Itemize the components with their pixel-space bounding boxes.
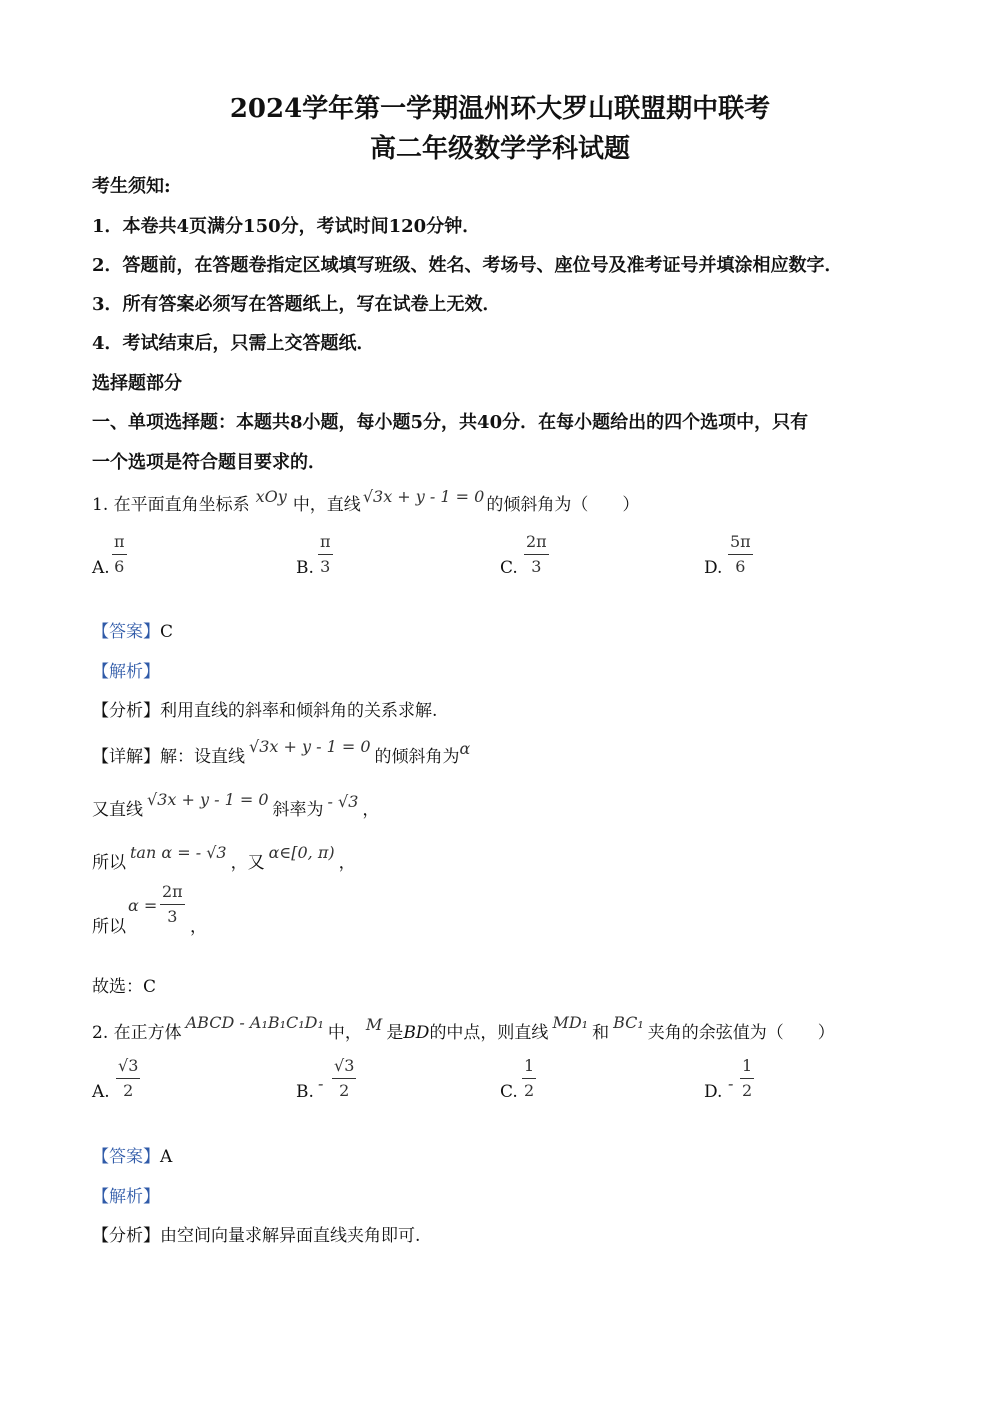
q2-cube: ABCD - A₁B₁C₁D₁ xyxy=(185,1013,324,1032)
q2-stem-pre: 2. 在正方体 xyxy=(92,1023,182,1043)
q1-option-d-den: 6 xyxy=(735,557,746,576)
q2-option-d-den: 2 xyxy=(742,1081,753,1100)
q1-fenxi-row xyxy=(92,696,437,721)
q1-option-d-label: D. xyxy=(704,558,723,578)
q1-option-c-num: 2π xyxy=(524,532,549,555)
q1-equation: √3x + y - 1 = 0 xyxy=(362,487,485,506)
q1-line4-pre: 所以 xyxy=(92,917,126,937)
section-instruction-line2: 一个选项是符合题目要求的． xyxy=(92,452,326,473)
q1-line4-lhs: α = xyxy=(128,896,158,915)
q1-option-b-num: π xyxy=(318,532,333,555)
q1-stem-post: 的倾斜角为（ ） xyxy=(486,495,640,515)
q2-option-b-num: √3 xyxy=(332,1056,356,1079)
q2-option-d-num: 1 xyxy=(740,1056,754,1079)
notice-item-3: 3．所有答案必须写在答题纸上，写在试卷上无效． xyxy=(92,294,501,315)
q1-option-c-label: C. xyxy=(500,558,518,578)
q1-option-b-fraction xyxy=(318,532,333,577)
q2-option-c-fraction xyxy=(522,1056,536,1101)
notice-heading: 考生须知: xyxy=(92,176,171,197)
section-part-title: 选择题部分 xyxy=(92,373,182,394)
q1-detail-post: 的倾斜角为 xyxy=(374,747,460,767)
q2-md1: MD₁ xyxy=(552,1013,589,1032)
q2-stem xyxy=(92,1013,835,1043)
q1-line2-mid: 斜率为 xyxy=(272,800,324,820)
q2-option-b-den: 2 xyxy=(339,1081,350,1100)
q2-option-d-label: D. xyxy=(704,1082,723,1102)
q1-option-d-num: 5π xyxy=(728,532,753,555)
q2-option-d-sign: - xyxy=(728,1074,734,1093)
q1-line3-row xyxy=(92,843,356,873)
q1-line2-slope: - √3 xyxy=(327,792,359,811)
q2-fenxi-label: 【分析】 xyxy=(92,1226,160,1246)
q2-answer-value: A xyxy=(160,1147,173,1167)
notice-item-1: 1．本卷共4页满分150分，考试时间120分钟． xyxy=(92,216,481,237)
q2-option-d-fraction xyxy=(740,1056,754,1101)
q1-option-b-label: B. xyxy=(296,558,314,578)
q2-option-c-label: C. xyxy=(500,1082,518,1102)
q1-choose: 故选：C xyxy=(92,977,157,997)
q2-option-b-sign: - xyxy=(318,1074,324,1093)
q1-option-a-fraction xyxy=(112,532,127,577)
q2-answer-label: 【答案】 xyxy=(92,1147,160,1167)
q2-option-b-fraction xyxy=(332,1056,356,1101)
q1-option-a-num: π xyxy=(112,532,127,555)
q1-line3-tan-equation: tan α = - √3 xyxy=(130,843,227,862)
notice-item-4: 4．考试结束后，只需上交答题纸． xyxy=(92,333,375,354)
q1-detail-alpha: α xyxy=(459,739,471,758)
q2-fenxi-row xyxy=(92,1221,420,1246)
q1-fenxi-label: 【分析】 xyxy=(92,701,160,721)
q1-option-a-den: 6 xyxy=(114,557,125,576)
q2-answer-row xyxy=(92,1142,172,1167)
q2-option-a-label: A. xyxy=(92,1082,110,1102)
q1-detail-pre: 解：设直线 xyxy=(160,747,245,767)
q1-detail-row xyxy=(92,737,471,767)
q1-detail-label: 【详解】 xyxy=(92,747,160,767)
q2-m: M xyxy=(365,1015,383,1034)
q1-line2-pre: 又直线 xyxy=(92,800,143,820)
q1-line4-den: 3 xyxy=(167,907,178,926)
q1-fenxi-text: 利用直线的斜率和倾斜角的关系求解. xyxy=(160,701,438,721)
q1-option-d-fraction xyxy=(728,532,753,577)
q2-option-b-label: B. xyxy=(296,1082,314,1102)
q1-answer-value: C xyxy=(160,622,174,642)
q1-line2-row xyxy=(92,790,380,820)
q2-option-a-fraction xyxy=(116,1056,140,1101)
q1-xoy: xOy xyxy=(255,487,287,506)
q1-stem-mid: 中，直线 xyxy=(292,495,361,515)
q2-analysis-label: 【解析】 xyxy=(92,1187,160,1207)
q2-and: 和 xyxy=(592,1023,610,1043)
q2-option-a-den: 2 xyxy=(123,1081,134,1100)
q1-option-a-label: A. xyxy=(92,558,110,578)
exam-title-line2: 高二年级数学学科试题 xyxy=(369,134,630,164)
q1-line4-fraction xyxy=(160,882,185,927)
notice-item-2: 2．答题前，在答题卷指定区域填写班级、姓名、考场号、座位号及准考证号并填涂相应数字． xyxy=(92,255,843,276)
q1-stem-pre: 1. 在平面直角坐标系 xyxy=(92,495,250,515)
q1-line3-pre: 所以 xyxy=(92,853,126,873)
q2-option-c-den: 2 xyxy=(524,1081,535,1100)
q1-line4-num: 2π xyxy=(160,882,185,905)
q1-analysis-label: 【解析】 xyxy=(92,662,160,682)
q1-option-b-den: 3 xyxy=(320,557,331,576)
section-instruction-line1: 一、单项选择题：本题共8小题，每小题5分，共40分．在每小题给出的四个选项中，只有 xyxy=(92,412,809,433)
q2-stem-mid1: 中， xyxy=(327,1023,362,1043)
q1-line3-end: ， xyxy=(338,853,356,873)
q2-fenxi-text: 由空间向量求解异面直线夹角即可. xyxy=(160,1226,421,1246)
q1-line3-mid: ，又 xyxy=(230,853,265,873)
q2-bc1: BC₁ xyxy=(613,1013,644,1032)
q2-bd: BD xyxy=(403,1023,430,1043)
q2-stem-post: 夹角的余弦值为（ ） xyxy=(647,1023,835,1043)
q1-line2-end: ， xyxy=(362,800,380,820)
q2-stem-mid3: 的中点，则直线 xyxy=(429,1023,549,1043)
q1-line2-equation: √3x + y - 1 = 0 xyxy=(147,790,269,809)
q1-answer-row xyxy=(92,617,173,642)
q2-stem-mid2: 是 xyxy=(386,1023,404,1043)
q1-answer-label: 【答案】 xyxy=(92,622,160,642)
q1-option-c-den: 3 xyxy=(531,557,542,576)
q1-line4-end: ， xyxy=(190,917,207,937)
q1-option-c-fraction xyxy=(524,532,549,577)
q1-stem xyxy=(92,487,640,515)
q2-option-a-num: √3 xyxy=(116,1056,140,1079)
q2-option-c-num: 1 xyxy=(522,1056,536,1079)
q1-detail-equation: √3x + y - 1 = 0 xyxy=(249,737,371,756)
q1-line3-range: α∈[0, π) xyxy=(268,843,335,862)
exam-title-line1: 2024学年第一学期温州环大罗山联盟期中联考 xyxy=(229,94,771,124)
